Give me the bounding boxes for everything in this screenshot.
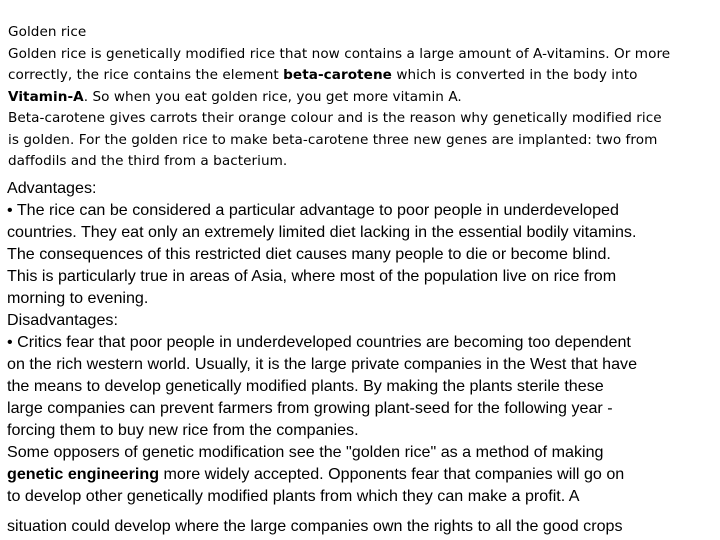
disadvantages-line-genetic-engineering [7, 463, 719, 485]
disadvantages-last-line: situation could develop where the large companies own the rights to all the good crops [7, 517, 623, 535]
intro-title: Golden rice [8, 24, 87, 40]
disadvantages-line: • Critics fear that poor people in underdeveloped countries are becoming too dependent [7, 333, 631, 351]
genetic-engineering-line-rest: more widely accepted. Opponents fear that companies will go on [159, 465, 625, 483]
genetic-engineering-term: genetic engineering [7, 465, 160, 483]
advantages-line: countries. They eat only an extremely limited diet lacking in the essential bodily vitamins. [7, 223, 637, 241]
disadvantages-heading: Disadvantages: [7, 311, 118, 329]
intro-section [8, 22, 716, 173]
advantages-line: morning to evening. [7, 289, 149, 307]
intro-line-2-start: correctly, the rice contains the element [8, 67, 284, 83]
disadvantages-line: large companies can prevent farmers from growing plant-seed for the following year - [7, 399, 613, 417]
disadvantages-line: the means to develop genetically modified plants. By making the plants sterile these [7, 377, 604, 395]
beta-carotene-term: beta-carotene [283, 67, 392, 83]
disadvantages-line: to develop other genetically modified plants from which they can make a profit. A [7, 487, 580, 505]
pros-cons-section [7, 177, 719, 537]
advantages-line: This is particularly true in areas of Asia, where most of the population live on rice from [7, 267, 617, 285]
intro-line-3-end: . So when you eat golden rice, you get more vitamin A. [83, 88, 462, 105]
vitamin-a-term: Vitamin-A [8, 88, 84, 105]
advantages-line: The consequences of this restricted diet causes many people to die or become blind. [7, 245, 611, 263]
advantages-heading: Advantages: [7, 179, 97, 197]
intro-line-5: is golden. For the golden rice to make beta-carotene three new genes are implanted: two from [8, 131, 658, 148]
intro-line-2-end: which is converted in the body into [391, 67, 638, 83]
disadvantages-line: Some opposers of genetic modification see the "golden rice" as a method of making [7, 443, 604, 461]
advantages-line: • The rice can be considered a particular advantage to poor people in underdeveloped [7, 201, 619, 219]
intro-line-2 [8, 65, 716, 87]
intro-line-6: daffodils and the third from a bacterium. [8, 153, 288, 169]
intro-line-3 [8, 87, 716, 109]
disadvantages-line: forcing them to buy new rice from the companies. [7, 421, 359, 439]
disadvantages-line: on the rich western world. Usually, it is the large private companies in the West that have [7, 355, 638, 373]
intro-line-4: Beta-carotene gives carrots their orange colour and is the reason why genetically modified rice [8, 110, 662, 126]
intro-line-1: Golden rice is genetically modified rice that now contains a large amount of A-vitamins. Or more [8, 45, 671, 62]
